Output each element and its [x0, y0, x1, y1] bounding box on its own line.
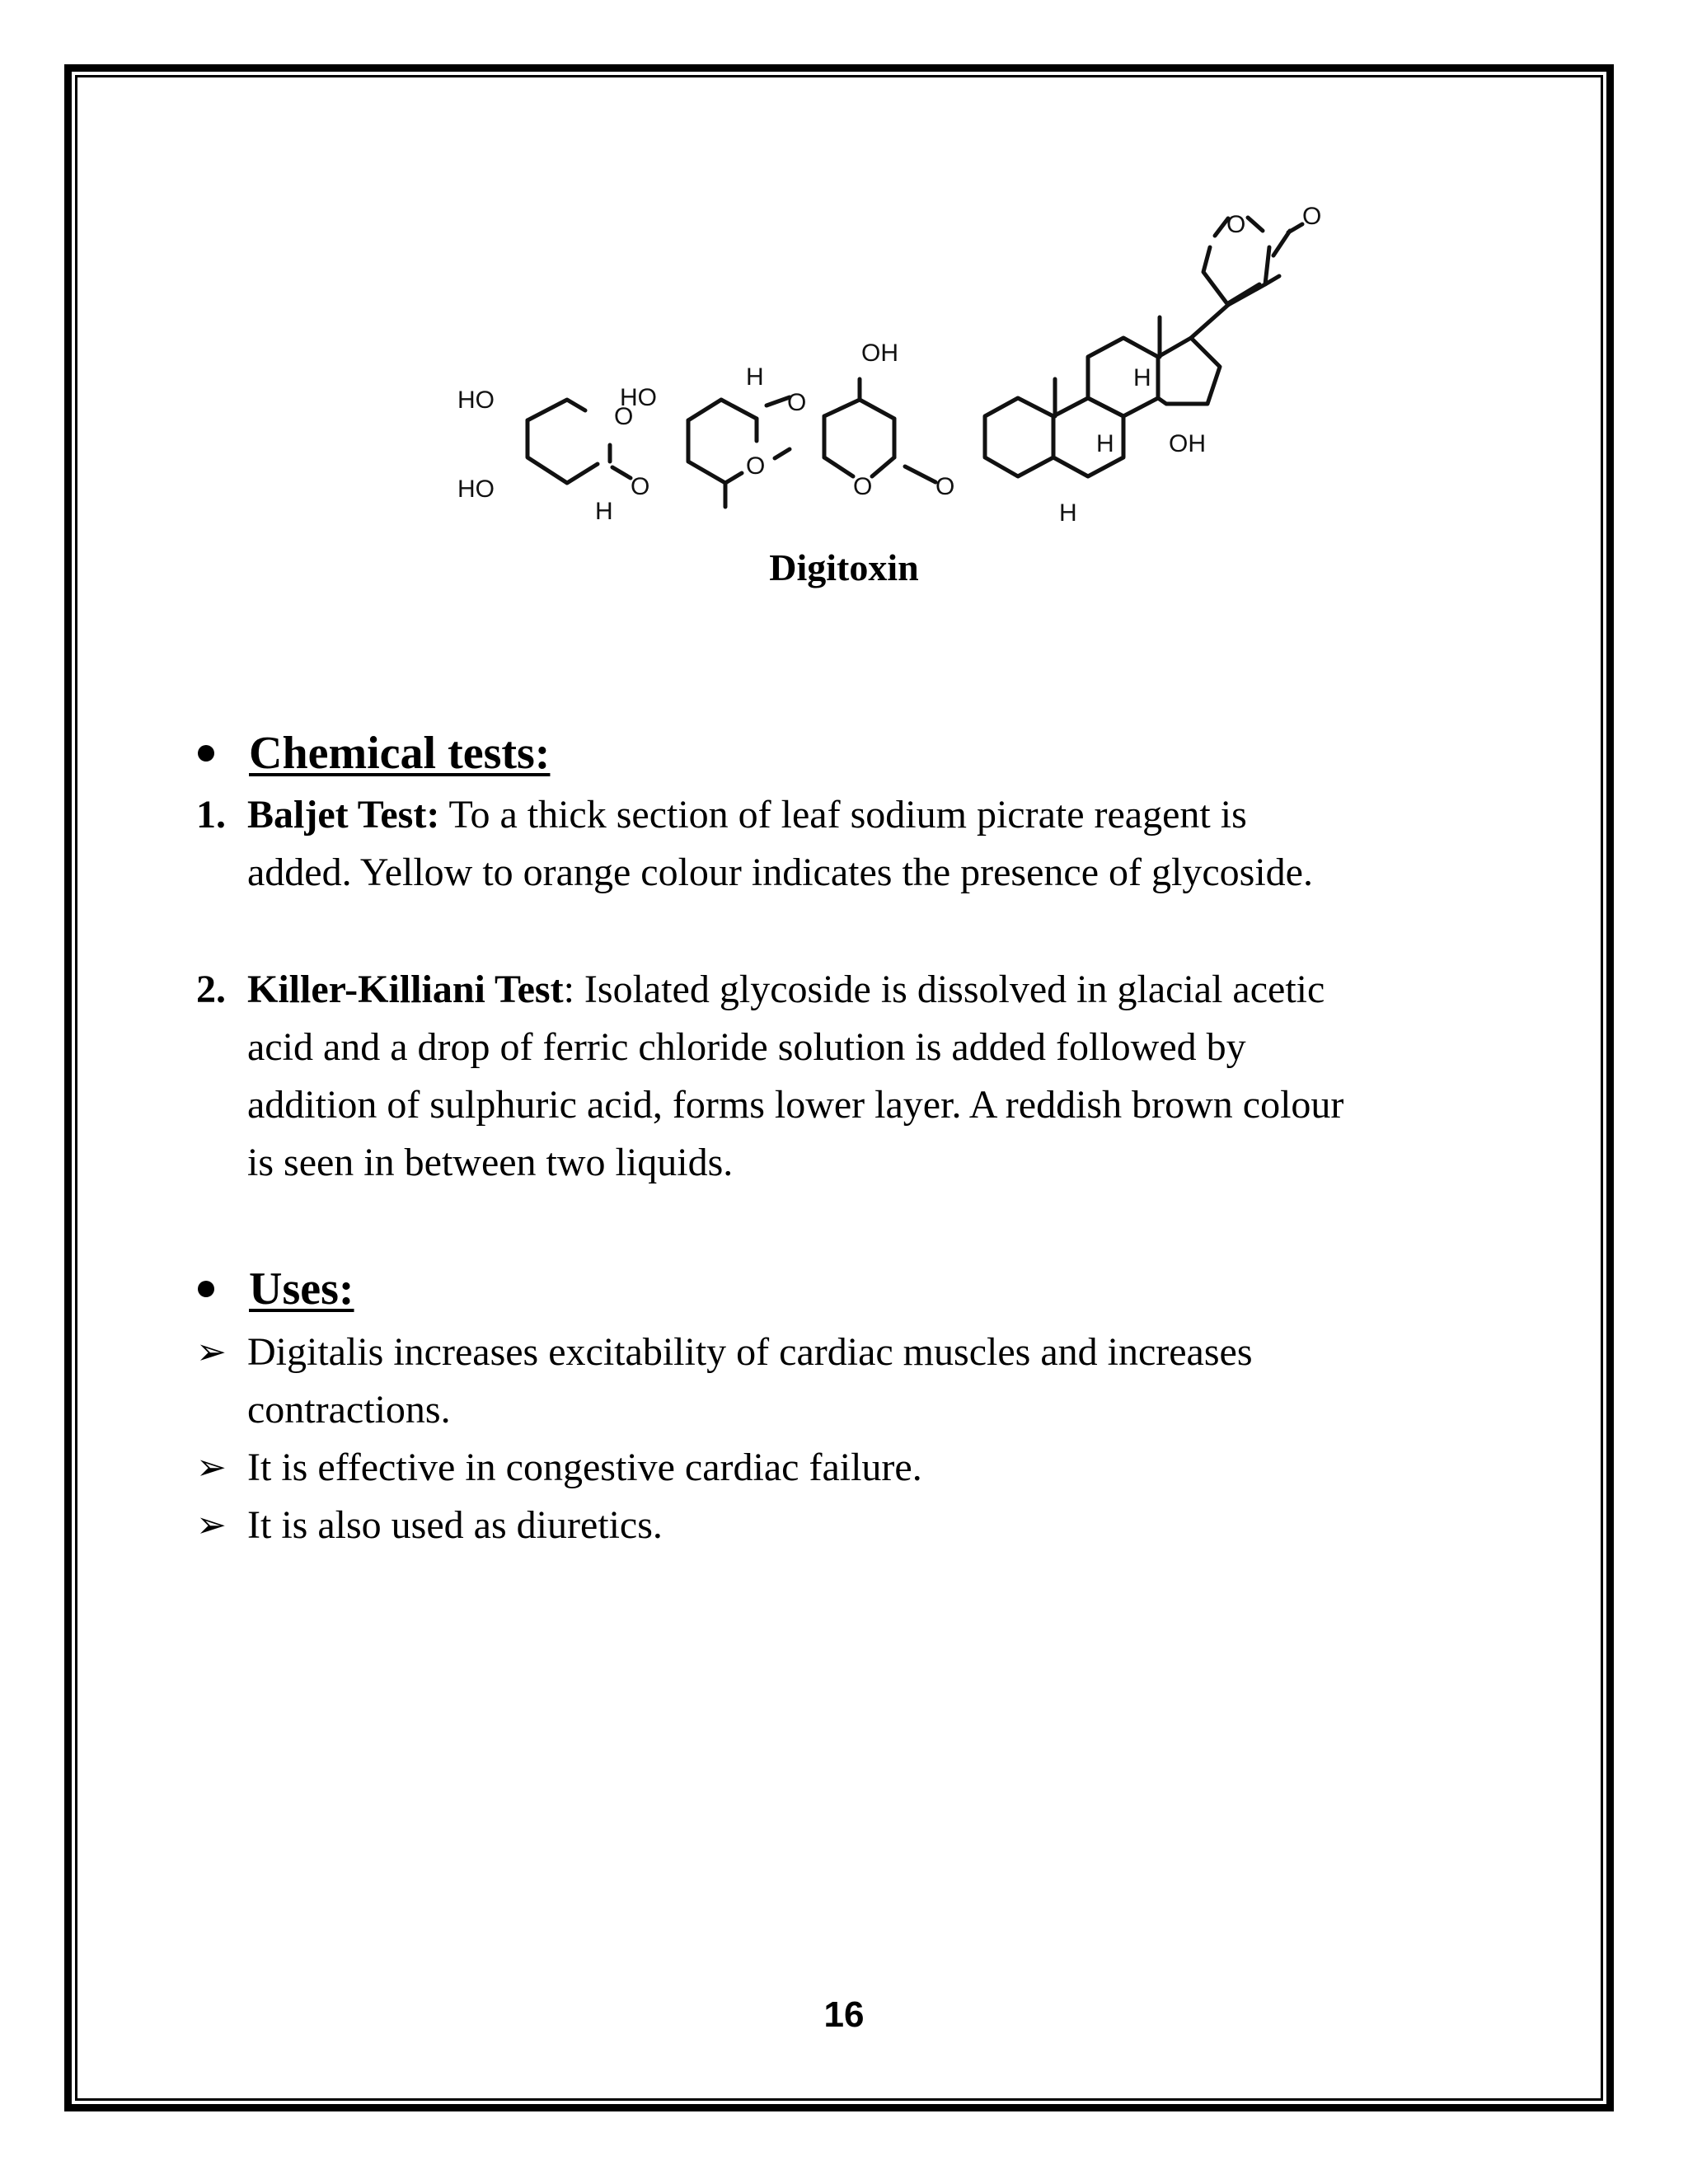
atom-label-h1: H	[595, 498, 613, 525]
use-3-text: It is also used as diuretics.	[247, 1503, 663, 1547]
atom-label-link-o2: O	[787, 389, 807, 416]
atom-label-ho3: HO	[620, 384, 657, 411]
atom-label-h2: H	[746, 363, 764, 391]
atom-label-ring-o2: O	[746, 452, 766, 480]
test-2-line1: : Isolated glycoside is dissolved in glacial acetic	[563, 968, 1325, 1011]
atom-label-ring-o3: O	[853, 473, 873, 500]
atom-label-oh14: OH	[1169, 430, 1206, 457]
use-2-text: It is effective in congestive cardiac failure.	[247, 1446, 922, 1489]
figure-caption: Digitoxin	[769, 546, 919, 588]
bullet-icon	[198, 1281, 214, 1297]
test-2-line2: acid and a drop of ferric chloride solution is added followed by	[247, 1025, 1246, 1069]
arrow-bullet-icon: ➢	[196, 1332, 227, 1372]
test-1-title: Baljet Test:	[247, 793, 440, 837]
test-1-number: 1.	[196, 793, 226, 837]
arrow-bullet-icon: ➢	[196, 1505, 227, 1545]
atom-label-h4: H	[1096, 430, 1114, 457]
atom-label-h3: H	[1059, 499, 1077, 527]
test-2-title: Killer-Killiani Test	[247, 968, 564, 1011]
test-2-line3: addition of sulphuric acid, forms lower layer. A reddish brown colour	[247, 1083, 1344, 1127]
use-1-text	[247, 1324, 1525, 1439]
atom-label-h5: H	[1133, 364, 1151, 391]
arrow-bullet-icon: ➢	[196, 1447, 227, 1488]
test-1-line2: added. Yellow to orange colour indicates the presence of glycoside.	[247, 851, 1313, 894]
test-1-text	[247, 786, 1525, 902]
test-2-line4: is seen in between two liquids.	[247, 1141, 734, 1184]
bullet-icon	[198, 745, 214, 762]
atom-label-carbonyl-o: O	[1302, 203, 1322, 230]
test-2-number: 2.	[196, 968, 226, 1011]
test-2-text	[247, 961, 1525, 1192]
atom-label-lactone-o: O	[1226, 211, 1246, 238]
test-1-line1: To a thick section of leaf sodium picrate reagent is	[448, 793, 1247, 837]
atom-label-ho2: HO	[457, 476, 495, 503]
atom-label-link-o3: O	[935, 473, 955, 500]
use-1-line1: Digitalis increases excitability of cardiac muscles and increases	[247, 1330, 1253, 1374]
chemical-tests-heading-label: Chemical tests:	[249, 728, 551, 779]
atom-label-ring-o1: O	[614, 403, 634, 430]
atom-label-ho1: HO	[457, 387, 495, 414]
page-number: 16	[823, 1994, 865, 2035]
use-1-line2: contractions.	[247, 1388, 451, 1432]
atom-label-link-o1: O	[631, 473, 650, 500]
digitoxin-structure	[453, 190, 1368, 552]
uses-heading-label: Uses:	[249, 1263, 354, 1315]
atom-label-oh-sugar3: OH	[861, 340, 898, 367]
